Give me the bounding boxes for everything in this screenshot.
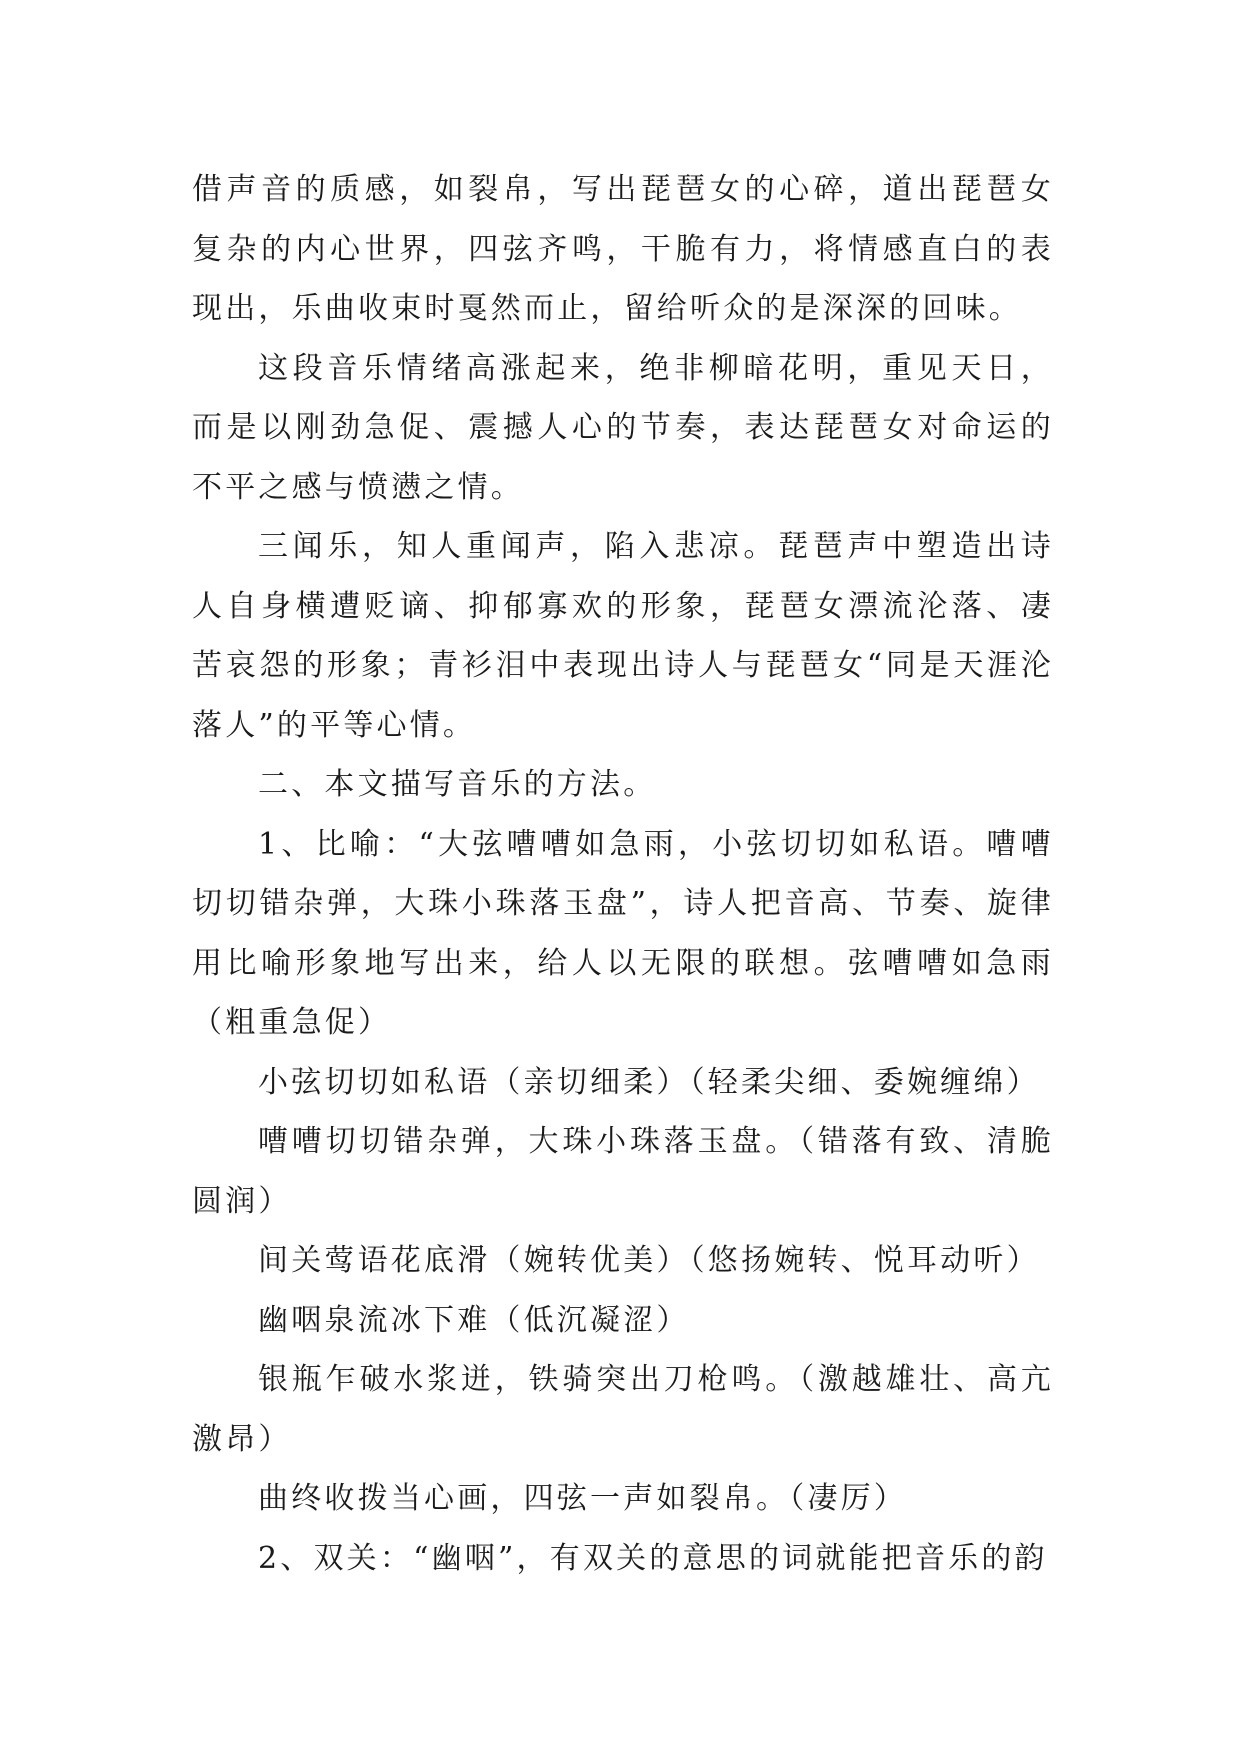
paragraph-line-4: 幽咽泉流冰下难（低沉凝涩）	[258, 1302, 690, 1338]
paragraph-pun: 2、双关：“幽咽”，有双关的意思的词就能把音乐的韵	[258, 1540, 1048, 1576]
paragraph-1: 借声音的质感，如裂帛，写出琵琶女的心碎，道出琵琶女复杂的内心世界，四弦齐鸣，干脆有力，将情感直白的表现出，乐曲收束时戛然而止，留给听众的是深深的回味。	[192, 172, 1054, 326]
paragraph-line-2: 嘈嘈切切错杂弹，大珠小珠落玉盘。（错落有致、清脆圆润）	[192, 1124, 1054, 1219]
paragraph-line-6: 曲终收拨当心画，四弦一声如裂帛。（凄厉）	[258, 1481, 907, 1516]
document-body	[192, 160, 1054, 1588]
paragraph-2: 这段音乐情绪高涨起来，绝非柳暗花明，重见天日，而是以刚劲急促、震撼人心的节奏，表达琵琶女对命运的不平之感与愤懑之情。	[192, 350, 1054, 505]
paragraph-line-1: 小弦切切如私语（亲切细柔）（轻柔尖细、委婉缠绵）	[258, 1064, 1040, 1100]
paragraph-line-5: 银瓶乍破水浆迸，铁骑突出刀枪鸣。（激越雄壮、高亢激昂）	[192, 1362, 1054, 1457]
paragraph-line-3: 间关莺语花底滑（婉转优美）（悠扬婉转、悦耳动听）	[258, 1243, 1040, 1278]
paragraph-3: 三闻乐，知人重闻声，陷入悲凉。琵琶声中塑造出诗人自身横遭贬谪、抑郁寡欢的形象，琵琶女漂流沦落、凄苦哀怨的形象；青衫泪中表现出诗人与琵琶女“同是天涯沦落人”的平等心情。	[192, 529, 1054, 743]
paragraph-metaphor: 1、比喻：“大弦嘈嘈如急雨，小弦切切如私语。嘈嘈切切错杂弹，大珠小珠落玉盘”，诗人把音高、节奏、旋律用比喻形象地写出来，给人以无限的联想。弦嘈嘈如急雨（粗重急促）	[192, 826, 1054, 1040]
section-heading: 二、本文描写音乐的方法。	[258, 767, 657, 802]
